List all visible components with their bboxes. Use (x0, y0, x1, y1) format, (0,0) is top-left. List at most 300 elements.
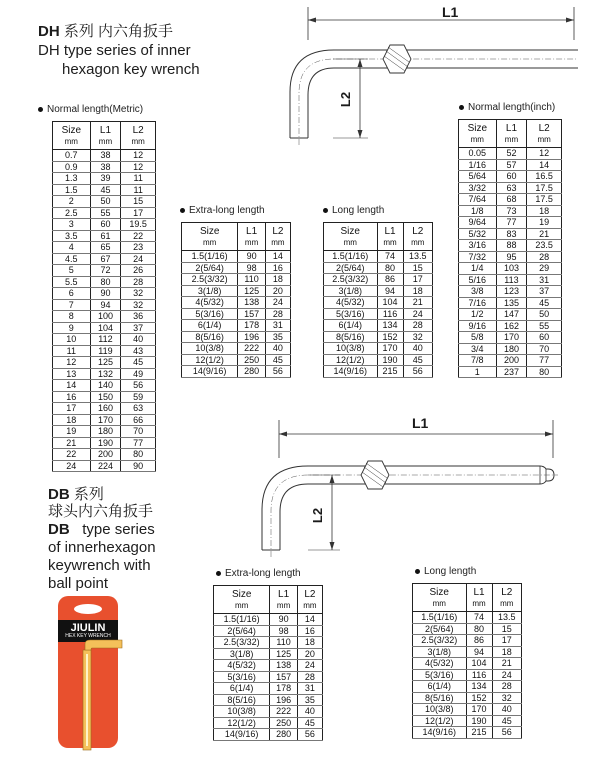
size-cell: 6(1/4) (182, 320, 238, 332)
table-row (214, 729, 323, 741)
l1-cell: 94 (90, 299, 121, 311)
table-header-row (413, 584, 522, 612)
l1-cell: 110 (238, 274, 266, 286)
column-unit: mm (472, 599, 486, 608)
size-cell: 5/16 (459, 274, 497, 286)
size-cell: 3(1/8) (413, 646, 467, 658)
l1-cell: 86 (377, 274, 403, 286)
size-cell: 1.3 (53, 173, 91, 185)
size-cell: 24 (53, 460, 91, 472)
size-cell: 7/16 (459, 297, 497, 309)
db-title-cn-text: 系列 (73, 486, 104, 503)
size-cell: 12(1/2) (214, 717, 270, 729)
l1-cell: 170 (377, 343, 403, 355)
l1-cell: 132 (90, 368, 121, 380)
table-row (53, 449, 156, 461)
size-cell: 13 (53, 368, 91, 380)
table-row (53, 173, 156, 185)
l2-cell: 11 (121, 184, 156, 196)
l2-cell: 24 (403, 308, 432, 320)
table-row (459, 355, 562, 367)
table-row (182, 251, 291, 263)
l2-cell: 13.5 (492, 612, 521, 624)
l1-cell: 63 (496, 182, 527, 194)
size-cell: 2 (53, 196, 91, 208)
column-header-label: L2 (538, 123, 550, 134)
column-unit: mm (537, 135, 551, 144)
column-header-label: L1 (246, 226, 258, 237)
bullet-icon (323, 208, 328, 213)
l1-cell: 280 (238, 366, 266, 378)
jiulin-package-image (52, 594, 132, 759)
table-row (214, 683, 323, 695)
package-brand: JIULIN (70, 622, 106, 634)
table-row (324, 308, 433, 320)
l2-cell: 32 (403, 331, 432, 343)
l1-cell: 125 (270, 648, 298, 660)
dh-extra-table (181, 222, 291, 378)
l2-cell: 21 (527, 228, 562, 240)
size-cell: 14(9/16) (182, 366, 238, 378)
l1-cell: 157 (238, 308, 266, 320)
l1-cell: 77 (496, 217, 527, 229)
column-header-l1 (377, 223, 403, 251)
table-row (459, 366, 562, 378)
table-row (53, 426, 156, 438)
table-row (53, 322, 156, 334)
l2-cell: 43 (121, 345, 156, 357)
l1-cell: 39 (90, 173, 121, 185)
column-unit: mm (411, 238, 425, 247)
l2-cell: 60 (527, 332, 562, 344)
l2-cell: 40 (403, 343, 432, 355)
l2-cell: 70 (121, 426, 156, 438)
l1-cell: 190 (466, 715, 492, 727)
column-unit: mm (64, 137, 78, 146)
table-row (459, 274, 562, 286)
size-cell: 14(9/16) (413, 727, 467, 739)
size-cell: 2.5(3/32) (182, 274, 238, 286)
table-row (53, 460, 156, 472)
l1-cell: 237 (496, 366, 527, 378)
table-row (53, 253, 156, 265)
column-header-l2 (492, 584, 521, 612)
size-cell: 8(5/16) (324, 331, 378, 343)
column-header-size (182, 223, 238, 251)
size-cell: 14 (53, 380, 91, 392)
l2-cell: 23.5 (527, 240, 562, 252)
l1-cell: 55 (90, 207, 121, 219)
l1-cell: 196 (238, 331, 266, 343)
size-cell: 19 (53, 426, 91, 438)
l2-cell: 45 (527, 297, 562, 309)
l1-cell: 135 (496, 297, 527, 309)
l1-cell: 116 (377, 308, 403, 320)
dh-extra-title-text: Extra-long length (189, 205, 265, 216)
column-header-size (324, 223, 378, 251)
size-cell: 1.5(1/16) (214, 614, 270, 626)
size-cell: 10(3/8) (413, 704, 467, 716)
table-row (413, 669, 522, 681)
table-row (53, 334, 156, 346)
l1-cell: 250 (270, 717, 298, 729)
column-header-label: L1 (384, 226, 396, 237)
l1-cell: 280 (270, 729, 298, 741)
dh-inch-title-text: Normal length(inch) (468, 102, 556, 113)
column-header-label: L2 (132, 125, 144, 136)
table-row (459, 228, 562, 240)
l1-cell: 112 (90, 334, 121, 346)
size-cell: 21 (53, 437, 91, 449)
table-row (459, 297, 562, 309)
l2-cell: 49 (121, 368, 156, 380)
size-cell: 3 (53, 219, 91, 231)
l2-cell: 12 (121, 161, 156, 173)
size-cell: 4(5/32) (324, 297, 378, 309)
table-row (53, 391, 156, 403)
l2-cell: 37 (527, 286, 562, 298)
size-cell: 6(1/4) (413, 681, 467, 693)
column-header-label: Size (429, 587, 449, 598)
table-row (324, 366, 433, 378)
size-cell: 5(3/16) (214, 671, 270, 683)
dh-title-en-2: hexagon key wrench (62, 61, 200, 78)
size-cell: 5/64 (459, 171, 497, 183)
table-row (324, 297, 433, 309)
l2-cell: 13.5 (403, 251, 432, 263)
bullet-icon (459, 105, 464, 110)
size-cell: 4(5/32) (413, 658, 467, 670)
table-row (413, 635, 522, 647)
size-cell: 7/8 (459, 355, 497, 367)
size-cell: 12(1/2) (413, 715, 467, 727)
l1-cell: 52 (496, 148, 527, 160)
column-header-l1 (496, 120, 527, 148)
size-cell: 14(9/16) (324, 366, 378, 378)
table-row (53, 368, 156, 380)
l2-cell: 16.5 (527, 171, 562, 183)
column-header-l2 (265, 223, 290, 251)
size-cell: 5/8 (459, 332, 497, 344)
table-row (214, 614, 323, 626)
l2-cell: 45 (297, 717, 322, 729)
l1-cell: 61 (90, 230, 121, 242)
l1-cell: 200 (496, 355, 527, 367)
size-cell: 1.5(1/16) (324, 251, 378, 263)
l1-cell: 98 (238, 262, 266, 274)
l2-cell: 18 (265, 274, 290, 286)
column-unit: mm (504, 135, 519, 144)
table-row (53, 276, 156, 288)
column-header-label: Size (199, 226, 220, 237)
column-unit: mm (235, 601, 249, 610)
l1-cell: 224 (90, 460, 121, 472)
l1-cell: 134 (466, 681, 492, 693)
l2-cell: 16 (265, 262, 290, 274)
size-cell: 4 (53, 242, 91, 254)
column-unit: mm (383, 238, 397, 247)
column-unit: mm (271, 238, 285, 247)
l2-cell: 16 (297, 625, 322, 637)
size-cell: 1/16 (459, 159, 497, 171)
l2-cell: 28 (121, 276, 156, 288)
size-cell: 1.5(1/16) (182, 251, 238, 263)
l1-cell: 190 (90, 437, 121, 449)
l2-cell: 40 (297, 706, 322, 718)
size-cell: 12(1/2) (324, 354, 378, 366)
l2-cell: 63 (121, 403, 156, 415)
l2-cell: 35 (297, 694, 322, 706)
table-row (53, 380, 156, 392)
table-row (53, 150, 156, 162)
dh-inch-title (459, 102, 555, 113)
size-cell: 10(3/8) (214, 706, 270, 718)
l2-cell: 45 (265, 354, 290, 366)
l1-cell: 100 (90, 311, 121, 323)
db-code: DB (48, 486, 70, 503)
size-cell: 2.5(3/32) (413, 635, 467, 647)
l2-cell: 40 (265, 343, 290, 355)
l1-cell: 140 (90, 380, 121, 392)
l2-cell: 70 (527, 343, 562, 355)
size-cell: 8 (53, 311, 91, 323)
dh-l2-label: L2 (338, 91, 354, 108)
table-row (53, 357, 156, 369)
dh-code: DH (38, 23, 60, 40)
table-row (214, 648, 323, 660)
size-cell: 3/4 (459, 343, 497, 355)
table-header-row (459, 120, 562, 148)
size-cell: 5(3/16) (182, 308, 238, 320)
l1-cell: 68 (496, 194, 527, 206)
size-cell: 14(9/16) (214, 729, 270, 741)
l1-cell: 90 (270, 614, 298, 626)
column-header-label: L2 (501, 587, 513, 598)
l1-cell: 98 (270, 625, 298, 637)
table-row (214, 706, 323, 718)
size-cell: 10(3/8) (324, 343, 378, 355)
size-cell: 8(5/16) (182, 331, 238, 343)
table-row (182, 308, 291, 320)
db-title-en-1 (48, 520, 155, 539)
table-row (459, 194, 562, 206)
size-cell: 3/16 (459, 240, 497, 252)
size-cell: 10 (53, 334, 91, 346)
table-row (459, 251, 562, 263)
table-row (459, 332, 562, 344)
column-header-size (459, 120, 497, 148)
table-row (324, 343, 433, 355)
l1-cell: 83 (496, 228, 527, 240)
dh-title-cn (38, 22, 173, 41)
table-row (214, 694, 323, 706)
l1-cell: 104 (90, 322, 121, 334)
table-row (214, 671, 323, 683)
size-cell: 3(1/8) (324, 285, 378, 297)
table-row (413, 658, 522, 670)
size-cell: 8(5/16) (214, 694, 270, 706)
dh-inch-table (458, 119, 562, 378)
l1-cell: 57 (496, 159, 527, 171)
l2-cell: 29 (527, 263, 562, 275)
l1-cell: 110 (270, 637, 298, 649)
l2-cell: 28 (265, 308, 290, 320)
size-cell: 1.5 (53, 184, 91, 196)
l2-cell: 80 (121, 449, 156, 461)
table-row (413, 646, 522, 658)
table-row (413, 692, 522, 704)
table-row (459, 171, 562, 183)
l1-cell: 125 (90, 357, 121, 369)
size-cell: 6(1/4) (214, 683, 270, 695)
column-header-size (53, 122, 91, 150)
l2-cell: 28 (403, 320, 432, 332)
table-header-row (214, 586, 323, 614)
l2-cell: 32 (492, 692, 521, 704)
l2-cell: 32 (121, 299, 156, 311)
l2-cell: 35 (265, 331, 290, 343)
table-row (214, 625, 323, 637)
table-row (53, 242, 156, 254)
table-row (413, 704, 522, 716)
column-header-label: L1 (278, 589, 290, 600)
dh-extra-title (180, 205, 265, 216)
size-cell: 7 (53, 299, 91, 311)
column-header-label: Size (340, 226, 360, 237)
size-cell: 16 (53, 391, 91, 403)
db-long-title-text: Long length (424, 566, 477, 577)
column-header-label: Size (231, 589, 252, 600)
db-extra-title-text: Extra-long length (225, 568, 301, 579)
l1-cell: 90 (90, 288, 121, 300)
l1-cell: 170 (90, 414, 121, 426)
table-row (459, 182, 562, 194)
l2-cell: 24 (492, 669, 521, 681)
size-cell: 0.7 (53, 150, 91, 162)
l2-cell: 17.5 (527, 194, 562, 206)
column-unit: mm (303, 601, 317, 610)
size-cell: 7/32 (459, 251, 497, 263)
column-unit: mm (470, 135, 484, 144)
l2-cell: 20 (297, 648, 322, 660)
table-row (324, 251, 433, 263)
l1-cell: 74 (377, 251, 403, 263)
l1-cell: 95 (496, 251, 527, 263)
l1-cell: 116 (466, 669, 492, 681)
size-cell: 0.05 (459, 148, 497, 160)
l1-cell: 170 (466, 704, 492, 716)
l1-cell: 250 (238, 354, 266, 366)
size-cell: 3(1/8) (214, 648, 270, 660)
size-cell: 4(5/32) (214, 660, 270, 672)
table-row (53, 265, 156, 277)
size-cell: 5(3/16) (324, 308, 378, 320)
size-cell: 6(1/4) (324, 320, 378, 332)
l2-cell: 31 (297, 683, 322, 695)
table-row (459, 217, 562, 229)
column-unit: mm (244, 238, 259, 247)
size-cell: 9/16 (459, 320, 497, 332)
l1-cell: 113 (496, 274, 527, 286)
column-header-label: L1 (473, 587, 485, 598)
bullet-icon (180, 208, 185, 213)
l1-cell: 222 (270, 706, 298, 718)
table-header-row (53, 122, 156, 150)
l2-cell: 18 (527, 205, 562, 217)
table-row (182, 331, 291, 343)
column-header-label: L2 (412, 226, 424, 237)
l2-cell: 77 (527, 355, 562, 367)
table-row (53, 196, 156, 208)
column-unit: mm (203, 238, 217, 247)
table-row (459, 343, 562, 355)
size-cell: 11 (53, 345, 91, 357)
l1-cell: 200 (90, 449, 121, 461)
l1-cell: 222 (238, 343, 266, 355)
l2-cell: 14 (527, 159, 562, 171)
size-cell: 12 (53, 357, 91, 369)
size-cell: 2.5(3/32) (214, 637, 270, 649)
column-header-l2 (297, 586, 322, 614)
table-row (182, 285, 291, 297)
l2-cell: 37 (121, 322, 156, 334)
size-cell: 1/2 (459, 309, 497, 321)
l1-cell: 103 (496, 263, 527, 275)
bullet-icon (216, 571, 221, 576)
l1-cell: 104 (466, 658, 492, 670)
table-row (53, 230, 156, 242)
db-l1-label: L1 (412, 415, 429, 431)
table-row (53, 403, 156, 415)
column-header-size (413, 584, 467, 612)
size-cell: 2(5/64) (413, 623, 467, 635)
db-title-en-2: of innerhexagon (48, 539, 156, 556)
db-title-en-3: keywrench with (48, 557, 151, 574)
table-row (459, 205, 562, 217)
l2-cell: 23 (121, 242, 156, 254)
column-unit: mm (131, 137, 145, 146)
size-cell: 5 (53, 265, 91, 277)
table-row (324, 331, 433, 343)
l2-cell: 59 (121, 391, 156, 403)
column-header-label: Size (61, 125, 82, 136)
l2-cell: 56 (297, 729, 322, 741)
l2-cell: 19.5 (121, 219, 156, 231)
table-row (459, 148, 562, 160)
table-row (53, 161, 156, 173)
l2-cell: 31 (527, 274, 562, 286)
l1-cell: 60 (90, 219, 121, 231)
db-l2-label: L2 (310, 507, 326, 524)
size-cell: 2.5 (53, 207, 91, 219)
table-row (459, 286, 562, 298)
size-cell: 2(5/64) (214, 625, 270, 637)
table-row (324, 262, 433, 274)
column-unit: mm (343, 238, 357, 247)
db-extra-title (216, 568, 301, 579)
column-header-label: L2 (272, 226, 284, 237)
size-cell: 4.5 (53, 253, 91, 265)
bullet-icon (415, 569, 420, 574)
dh-metric-title (38, 104, 143, 115)
table-row (53, 345, 156, 357)
table-row (53, 437, 156, 449)
size-cell: 1/4 (459, 263, 497, 275)
l2-cell: 40 (121, 334, 156, 346)
l2-cell: 66 (121, 414, 156, 426)
l2-cell: 55 (527, 320, 562, 332)
l2-cell: 80 (527, 366, 562, 378)
